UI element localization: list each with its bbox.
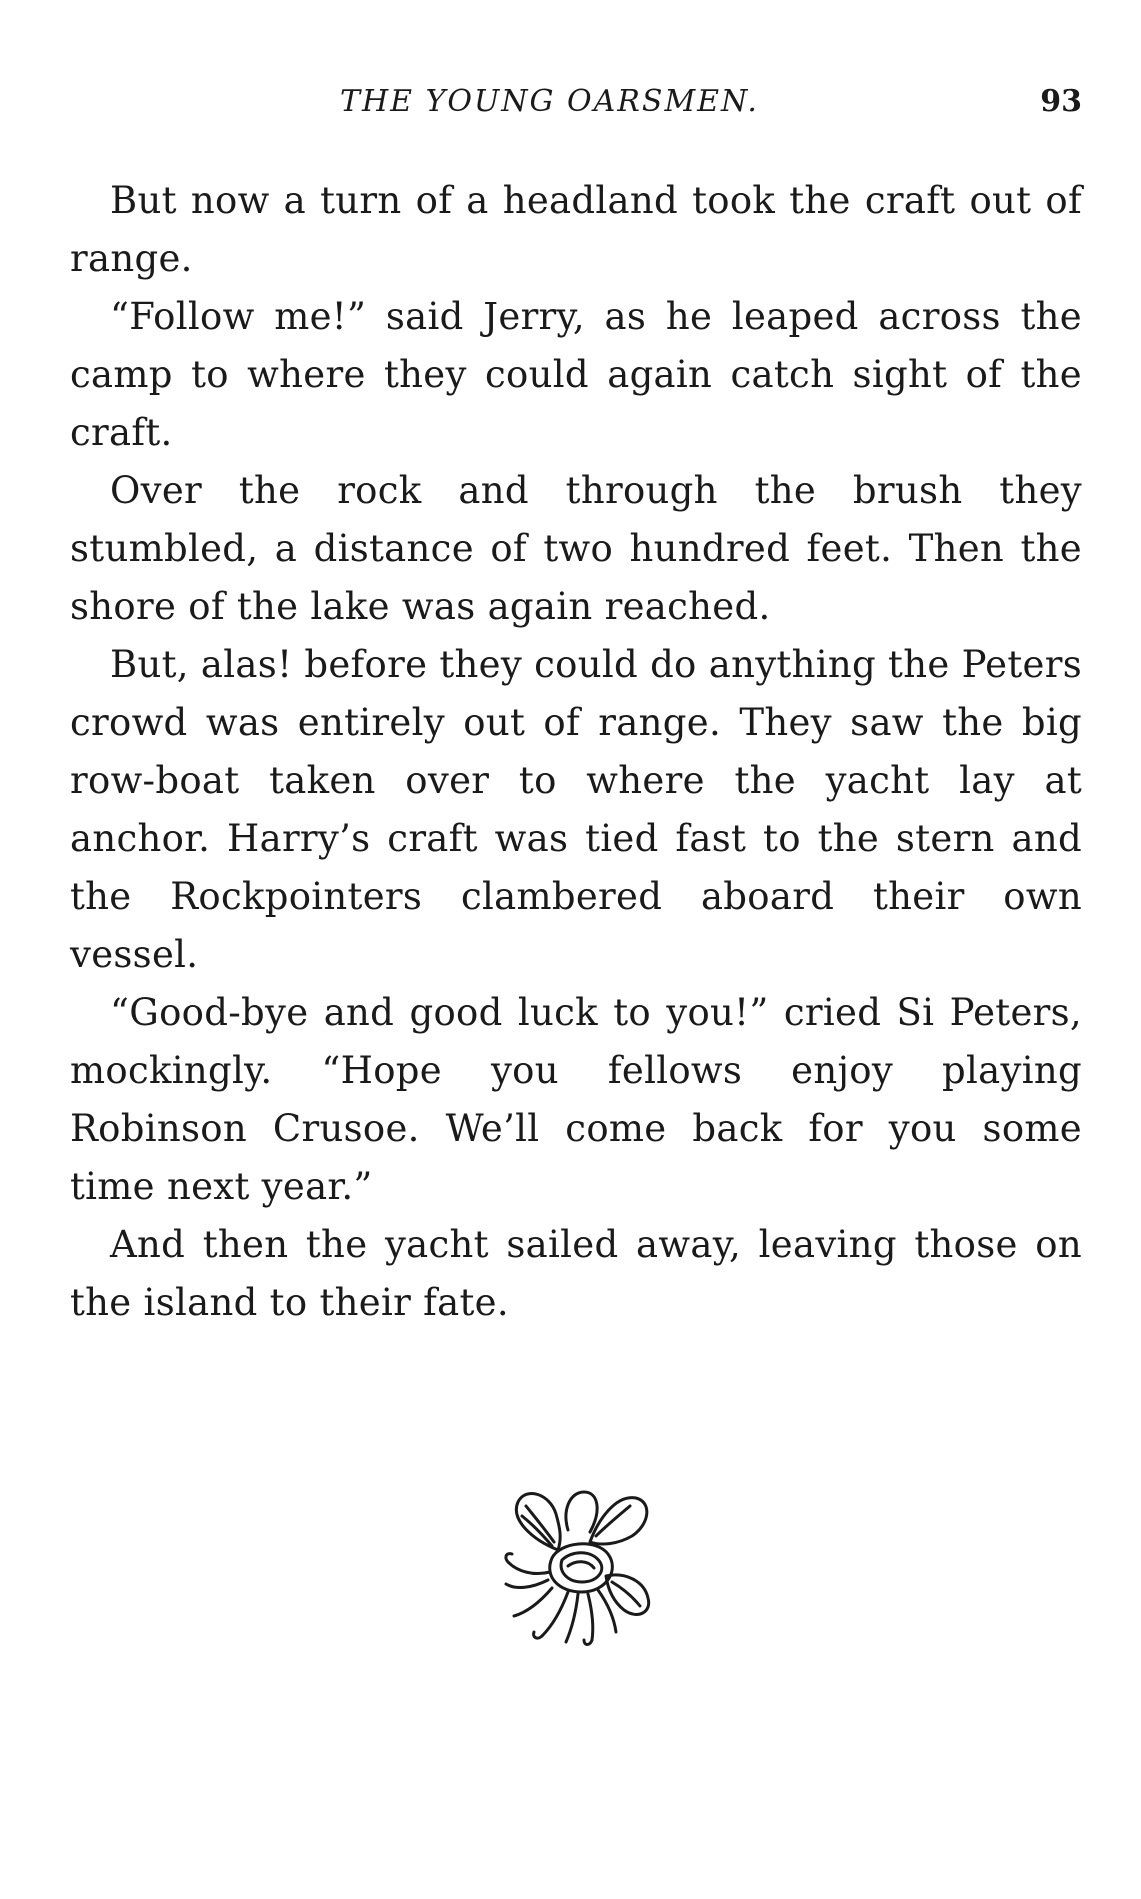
running-title: THE YOUNG OARSMEN. — [340, 84, 759, 119]
paragraph: “Good-bye and good luck to you!” cried Si Peters, mockingly. “Hope you fellows enjoy playing Robinson Crusoe. We’ll come back for you some time next year.” — [70, 991, 1082, 1208]
paragraph: But, alas! before they could do anything the Peters crowd was entirely out of range. They saw the big row-boat taken over to where the yacht lay at anchor. Harry’s craft was tied fast to the stern and the Rockpointers clambered aboard their own vessel. — [70, 643, 1082, 976]
running-head — [70, 84, 1082, 126]
paragraph: “Follow me!” said Jerry, as he leaped across the camp to where they could again catch sight of the craft. — [70, 295, 1082, 454]
floral-ornament-icon — [498, 1480, 658, 1650]
paragraph: But now a turn of a headland took the craft out of range. — [70, 179, 1082, 280]
paragraph: And then the yacht sailed away, leaving those on the island to their fate. — [70, 1223, 1082, 1324]
paragraph: Over the rock and through the brush they stumbled, a distance of two hundred feet. Then the shore of the lake was again reached. — [70, 469, 1082, 628]
page-number: 93 — [1040, 84, 1082, 119]
body-text — [70, 172, 1082, 1332]
